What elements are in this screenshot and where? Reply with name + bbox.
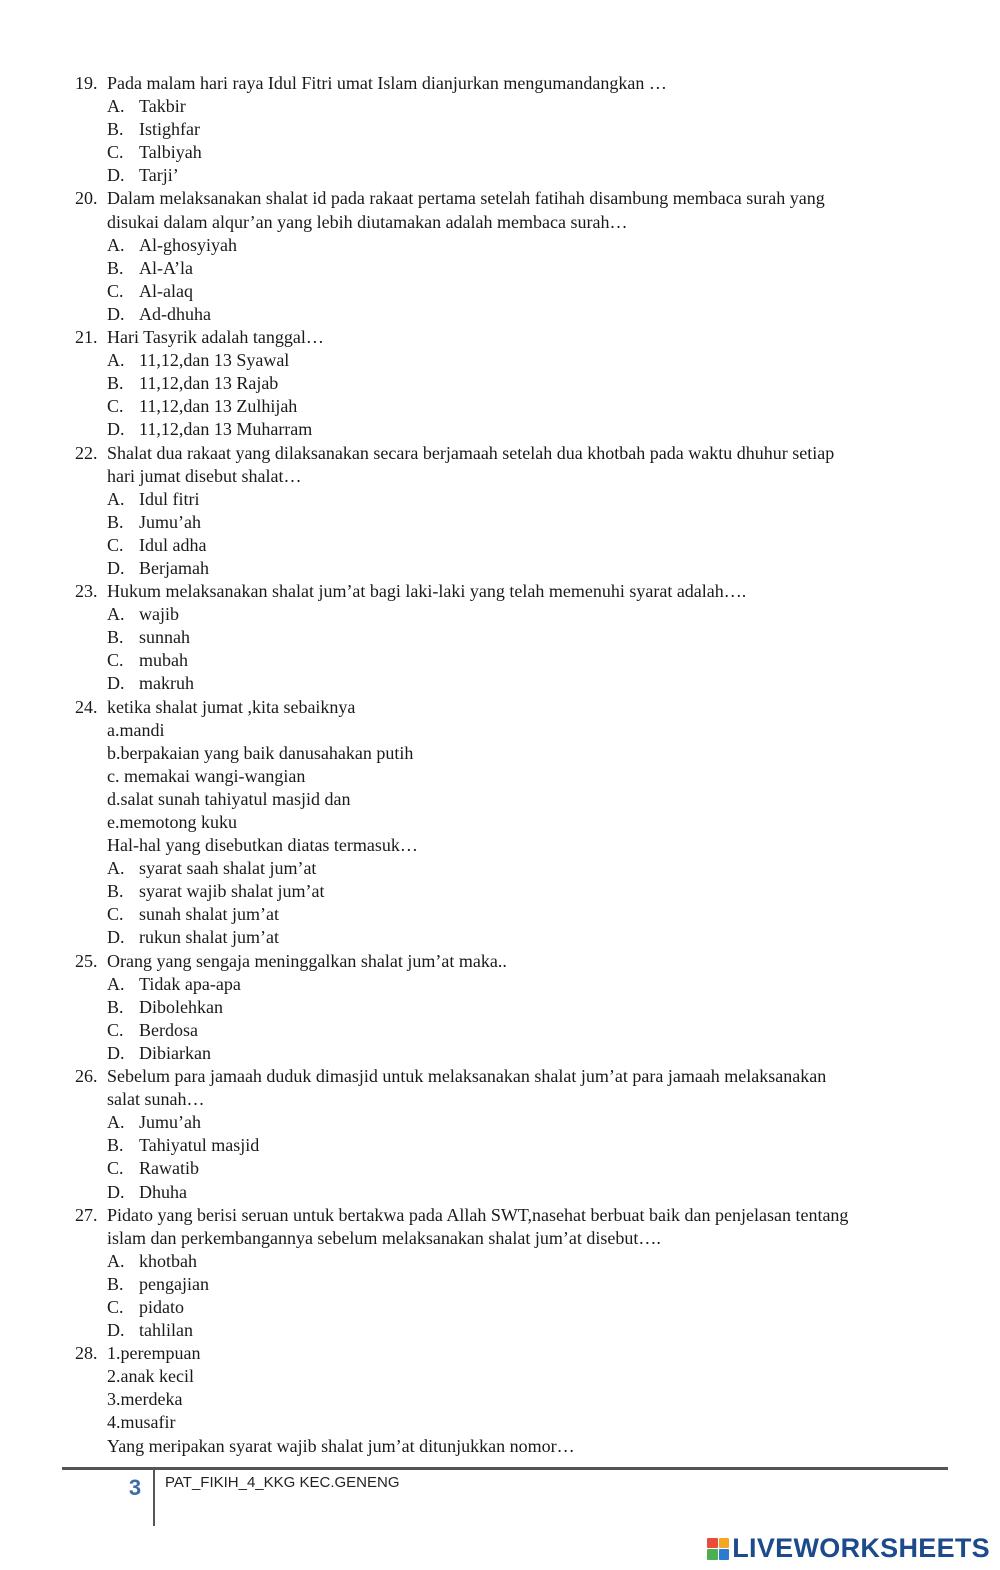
question-number: 23. xyxy=(75,581,98,602)
option-letter: A. xyxy=(107,858,125,879)
question-text: Hukum melaksanakan shalat jum’at bagi laki-laki yang telah memenuhi syarat adalah…. xyxy=(107,581,747,602)
option-text: Takbir xyxy=(139,96,186,117)
option-letter: D. xyxy=(107,557,125,578)
option-letter: B. xyxy=(107,996,124,1017)
answer-option xyxy=(75,349,955,372)
option-letter: B. xyxy=(107,373,124,394)
question-23 xyxy=(75,580,955,695)
answer-option xyxy=(75,511,955,534)
answer-option xyxy=(75,672,955,695)
question-19 xyxy=(75,72,955,187)
footer-label: PAT_FIKIH_4_KKG KEC.GENENG xyxy=(165,1474,400,1491)
option-text: syarat saah shalat jum’at xyxy=(139,858,317,879)
option-letter: B. xyxy=(107,627,124,648)
answer-option xyxy=(75,880,955,903)
answer-option xyxy=(75,1111,955,1134)
answer-option xyxy=(75,1042,955,1065)
liveworksheets-brand xyxy=(707,1533,990,1564)
answer-option xyxy=(75,164,955,187)
question-text: Shalat dua rakaat yang dilaksanakan secara berjamaah setelah dua khotbah pada waktu dhuhur setiap xyxy=(107,442,835,463)
option-letter: A. xyxy=(107,96,125,117)
option-text: syarat wajib shalat jum’at xyxy=(139,881,325,902)
question-statement: 3.merdeka xyxy=(107,1389,183,1410)
option-text: 11,12,dan 13 Syawal xyxy=(139,350,290,371)
option-text: khotbah xyxy=(139,1250,197,1271)
option-letter: A. xyxy=(107,350,125,371)
question-text: Dalam melaksanakan shalat id pada rakaat pertama setelah fatihah disambung membaca surah yang xyxy=(107,188,825,209)
answer-option xyxy=(75,649,955,672)
answer-option xyxy=(75,303,955,326)
question-list xyxy=(75,72,955,1458)
option-letter: C. xyxy=(107,142,124,163)
option-letter: C. xyxy=(107,1158,124,1179)
option-text: Jumu’ah xyxy=(139,511,201,532)
option-text: Ad-dhuha xyxy=(139,303,211,324)
question-28 xyxy=(75,1342,955,1457)
option-text: Berjamah xyxy=(139,557,209,578)
option-text: mubah xyxy=(139,650,188,671)
answer-option xyxy=(75,557,955,580)
footer-divider xyxy=(62,1467,948,1470)
question-statement: Yang meripakan syarat wajib shalat jum’at ditunjukkan nomor… xyxy=(107,1435,575,1456)
option-letter: C. xyxy=(107,534,124,555)
option-letter: B. xyxy=(107,1273,124,1294)
option-letter: C. xyxy=(107,280,124,301)
question-number: 21. xyxy=(75,327,98,348)
answer-option xyxy=(75,395,955,418)
question-number: 19. xyxy=(75,73,98,93)
question-text: Sebelum para jamaah duduk dimasjid untuk melaksanakan shalat jum’at para jamaah melaksanakan xyxy=(107,1066,827,1087)
answer-option xyxy=(75,95,955,118)
answer-option xyxy=(75,1273,955,1296)
question-statement: 2.anak kecil xyxy=(107,1366,194,1387)
option-text: Tarji’ xyxy=(139,165,179,186)
option-text: Al-ghosyiyah xyxy=(139,234,237,255)
option-text: Idul adha xyxy=(139,534,207,555)
option-text: 11,12,dan 13 Muharram xyxy=(139,419,313,440)
option-letter: D. xyxy=(107,419,125,440)
question-number: 27. xyxy=(75,1204,98,1225)
brand-text: LIVEWORKSHEETS xyxy=(732,1533,990,1563)
answer-option xyxy=(75,141,955,164)
question-22 xyxy=(75,442,955,581)
answer-option xyxy=(75,257,955,280)
answer-option xyxy=(75,372,955,395)
answer-option xyxy=(75,534,955,557)
question-number: 24. xyxy=(75,696,98,717)
question-statement: c. memakai wangi-wangian xyxy=(107,765,306,786)
option-letter: D. xyxy=(107,1320,125,1341)
question-text: disukai dalam alqur’an yang lebih diutamakan adalah membaca surah… xyxy=(107,211,628,232)
option-text: Tahiyatul masjid xyxy=(139,1135,260,1156)
option-letter: D. xyxy=(107,673,125,694)
answer-option xyxy=(75,973,955,996)
option-text: Rawatib xyxy=(139,1158,199,1179)
question-statement: 4.musafir xyxy=(107,1412,176,1433)
answer-option xyxy=(75,1319,955,1342)
question-text: ketika shalat jumat ,kita sebaiknya xyxy=(107,696,356,717)
question-text: Pada malam hari raya Idul Fitri umat Islam dianjurkan mengumandangkan … xyxy=(107,73,667,93)
answer-option xyxy=(75,1181,955,1204)
option-text: Idul fitri xyxy=(139,488,200,509)
question-text: Hari Tasyrik adalah tanggal… xyxy=(107,327,324,348)
question-number: 22. xyxy=(75,442,98,463)
option-letter: D. xyxy=(107,165,125,186)
question-text: 1.perempuan xyxy=(107,1343,201,1364)
question-text: Orang yang sengaja meninggalkan shalat jum’at maka.. xyxy=(107,950,507,971)
option-text: Al-A’la xyxy=(139,257,193,278)
option-text: Berdosa xyxy=(139,1019,198,1040)
answer-option xyxy=(75,1134,955,1157)
answer-option xyxy=(75,626,955,649)
option-text: Dhuha xyxy=(139,1181,187,1202)
option-letter: D. xyxy=(107,1181,125,1202)
question-21 xyxy=(75,326,955,441)
option-text: Dibolehkan xyxy=(139,996,223,1017)
question-text: hari jumat disebut shalat… xyxy=(107,465,302,486)
option-letter: B. xyxy=(107,257,124,278)
question-number: 26. xyxy=(75,1066,98,1087)
option-text: rukun shalat jum’at xyxy=(139,927,279,948)
question-text: Pidato yang berisi seruan untuk bertakwa pada Allah SWT,nasehat berbuat baik dan penjelasan tentang xyxy=(107,1204,849,1225)
answer-option xyxy=(75,857,955,880)
question-text: islam dan perkembangannya sebelum melaksanakan shalat jum’at disebut…. xyxy=(107,1227,661,1248)
option-letter: B. xyxy=(107,881,124,902)
answer-option xyxy=(75,234,955,257)
answer-option xyxy=(75,1157,955,1180)
answer-option xyxy=(75,418,955,441)
option-letter: A. xyxy=(107,973,125,994)
question-24 xyxy=(75,696,955,950)
question-statement: b.berpakaian yang baik danusahakan putih xyxy=(107,742,414,763)
option-text: Tidak apa-apa xyxy=(139,973,241,994)
answer-option xyxy=(75,996,955,1019)
question-20 xyxy=(75,187,955,326)
footer-vertical-divider xyxy=(153,1470,155,1526)
question-statement: e.memotong kuku xyxy=(107,812,237,832)
option-text: 11,12,dan 13 Zulhijah xyxy=(139,396,298,417)
option-letter: C. xyxy=(107,1296,124,1317)
answer-option xyxy=(75,1019,955,1042)
option-letter: D. xyxy=(107,1042,125,1063)
option-letter: D. xyxy=(107,927,125,948)
option-letter: B. xyxy=(107,1135,124,1156)
option-letter: A. xyxy=(107,604,125,625)
option-text: Talbiyah xyxy=(139,142,202,163)
option-letter: A. xyxy=(107,1250,125,1271)
page-number: 3 xyxy=(128,1475,142,1500)
option-letter: C. xyxy=(107,1019,124,1040)
answer-option xyxy=(75,280,955,303)
option-text: pengajian xyxy=(139,1273,209,1294)
option-text: Istighfar xyxy=(139,119,200,140)
question-number: 28. xyxy=(75,1343,98,1364)
question-27 xyxy=(75,1204,955,1343)
question-statement: d.salat sunah tahiyatul masjid dan xyxy=(107,788,351,809)
answer-option xyxy=(75,603,955,626)
question-number: 20. xyxy=(75,188,98,209)
option-letter: B. xyxy=(107,119,124,140)
option-letter: C. xyxy=(107,396,124,417)
answer-option xyxy=(75,488,955,511)
option-text: sunah shalat jum’at xyxy=(139,904,279,925)
question-number: 25. xyxy=(75,950,98,971)
question-statement: Hal-hal yang disebutkan diatas termasuk… xyxy=(107,835,418,856)
option-text: Dibiarkan xyxy=(139,1042,211,1063)
question-text: salat sunah… xyxy=(107,1089,205,1110)
option-letter: B. xyxy=(107,511,124,532)
question-25 xyxy=(75,950,955,1065)
option-text: tahlilan xyxy=(139,1320,193,1341)
option-letter: D. xyxy=(107,303,125,324)
liveworksheets-logo-icon xyxy=(707,1538,729,1560)
option-text: sunnah xyxy=(139,627,190,648)
option-letter: A. xyxy=(107,1112,125,1133)
option-letter: C. xyxy=(107,904,124,925)
option-text: 11,12,dan 13 Rajab xyxy=(139,373,279,394)
option-text: pidato xyxy=(139,1296,184,1317)
answer-option xyxy=(75,1296,955,1319)
option-text: makruh xyxy=(139,673,194,694)
question-26 xyxy=(75,1065,955,1204)
answer-option xyxy=(75,118,955,141)
option-text: Al-alaq xyxy=(139,280,193,301)
answer-option xyxy=(75,926,955,949)
option-letter: A. xyxy=(107,488,125,509)
option-letter: A. xyxy=(107,234,125,255)
option-text: wajib xyxy=(139,604,179,625)
answer-option xyxy=(75,903,955,926)
answer-option xyxy=(75,1250,955,1273)
option-text: Jumu’ah xyxy=(139,1112,201,1133)
question-statement: a.mandi xyxy=(107,719,165,740)
option-letter: C. xyxy=(107,650,124,671)
